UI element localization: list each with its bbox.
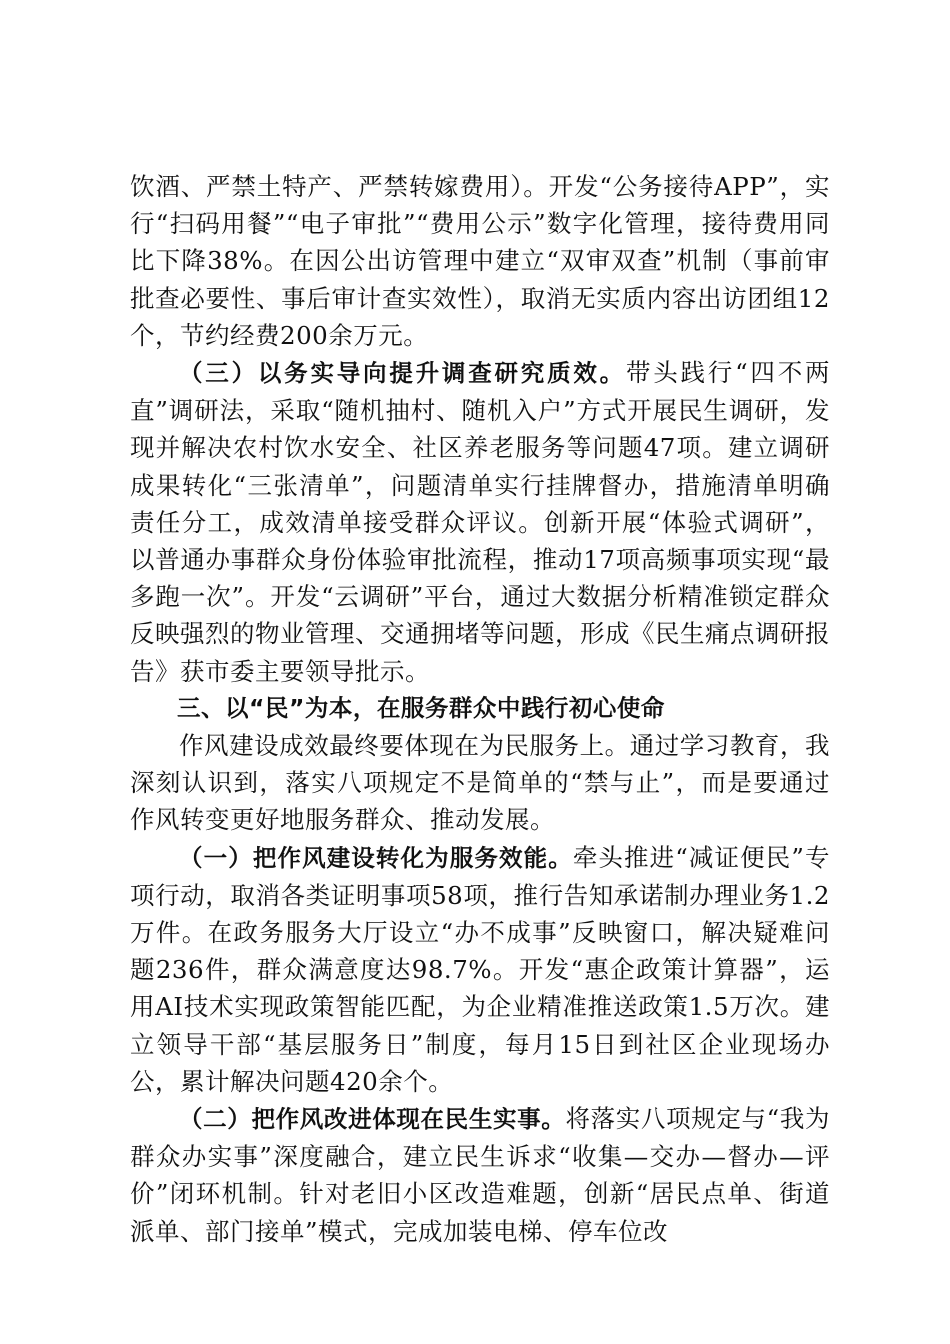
paragraph-text: 将落实八项规定与“我为群众办实事”深度融合，建立民生诉求“收集—交办—督办—评价”闭环机制。针对老旧小区改造难题，创新“居民点单、街道派单、部门接单”模式，完成加装电梯、停车位改: [130, 1104, 831, 1246]
paragraph-research-quality: [130, 354, 830, 690]
subheading-research-quality: （三）以务实导向提升调查研究质效。: [179, 359, 626, 388]
document-body: [130, 168, 830, 1250]
paragraph-text: 带头践行“四不两直”调研法，采取“随机抽村、随机入户”方式开展民生调研，发现并解决农村饮水安全、社区养老服务等问题47项。建立调研成果转化“三张清单”，问题清单实行挂牌督办，措施清单明确责任分工，成效清单接受群众评议。创新开展“体验式调研”，以普通办事群众身份体验审批流程，推动17项高频事项实现“最多跑一次”。开发“云调研”平台，通过大数据分析精准锁定群众反映强烈的物业管理、交通拥堵等问题，形成《民生痛点调研报告》获市委主要领导批示。: [130, 358, 830, 686]
paragraph-service-efficiency: [130, 839, 830, 1100]
paragraph-text: 饮酒、严禁土特产、严禁转嫁费用）。开发“公务接待APP”，实行“扫码用餐”“电子审批”“费用公示”数字化管理，接待费用同比下降38%。在因公出访管理中建立“双审双查”机制（事前审批查必要性、事后审计查实效性），取消无实质内容出访团组12个，节约经费200余万元。: [130, 172, 830, 350]
subheading-service-efficiency: （一）把作风建设转化为服务效能。: [179, 843, 573, 872]
paragraph-intro-service: [130, 727, 830, 839]
section-heading-three: 三、以“民”为本，在服务群众中践行初心使命: [177, 693, 665, 722]
paragraph-text: 牵头推进“减证便民”专项行动，取消各类证明事项58项，推行告知承诺制办理业务1.2万件。在政务服务大厅设立“办不成事”反映窗口，解决疑难问题236件，群众满意度达98.7%。开发“惠企政策计算器”，运用AI技术实现政策智能匹配，为企业精准推送政策1.5万次。建立领导干部“基层服务日”制度，每月15日到社区企业现场办公，累计解决问题420余个。: [130, 842, 830, 1096]
paragraph-continued: [130, 168, 830, 354]
paragraph-livelihood: [130, 1100, 830, 1250]
subheading-livelihood: （二）把作风改进体现在民生实事。: [179, 1105, 566, 1134]
paragraph-text: 作风建设成效最终要体现在为民服务上。通过学习教育，我深刻认识到，落实八项规定不是简单的“禁与止”，而是要通过作风转变更好地服务群众、推动发展。: [130, 731, 830, 835]
